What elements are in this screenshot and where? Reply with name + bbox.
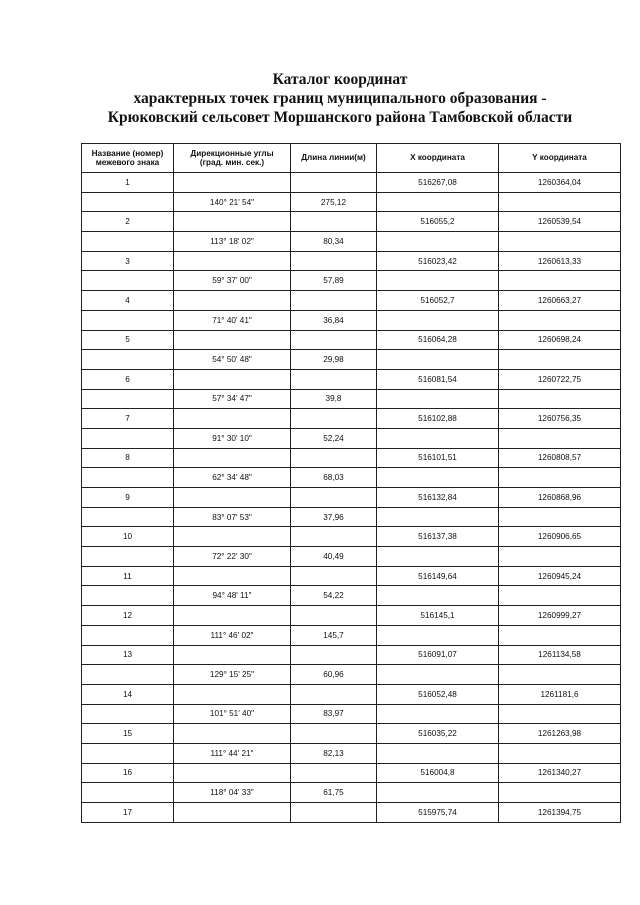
direction-angle-cell: 94° 48' 11" — [174, 586, 291, 606]
empty-cell — [291, 566, 377, 586]
empty-cell — [174, 803, 291, 823]
title-line-1: Каталог координат — [272, 71, 408, 88]
header-y: Y координата — [499, 144, 621, 173]
line-length-cell: 57,89 — [291, 271, 377, 291]
empty-cell — [499, 665, 621, 685]
empty-cell — [291, 763, 377, 783]
empty-cell — [499, 468, 621, 488]
empty-cell — [377, 625, 499, 645]
y-coordinate-cell: 1261134,58 — [499, 645, 621, 665]
y-coordinate-cell: 1260808,57 — [499, 448, 621, 468]
empty-cell — [174, 527, 291, 547]
direction-angle-cell: 129° 15' 25" — [174, 665, 291, 685]
y-coordinate-cell: 1260999,27 — [499, 606, 621, 626]
table-row-point — [82, 173, 621, 193]
empty-cell — [291, 330, 377, 350]
y-coordinate-cell: 1260364,04 — [499, 173, 621, 193]
empty-cell — [174, 645, 291, 665]
table-row-segment — [82, 271, 621, 291]
empty-cell — [499, 704, 621, 724]
direction-angle-cell: 59° 37' 00" — [174, 271, 291, 291]
empty-cell — [377, 271, 499, 291]
empty-cell — [499, 271, 621, 291]
x-coordinate-cell: 516091,07 — [377, 645, 499, 665]
empty-cell — [291, 724, 377, 744]
header-name-line-2: межевого знака — [95, 158, 160, 167]
empty-cell — [499, 310, 621, 330]
table-row-segment — [82, 192, 621, 212]
empty-cell — [174, 448, 291, 468]
table-row-segment — [82, 586, 621, 606]
table-row-point — [82, 803, 621, 823]
empty-cell — [377, 783, 499, 803]
empty-cell — [174, 291, 291, 311]
direction-angle-cell: 111° 44' 21" — [174, 743, 291, 763]
empty-cell — [499, 783, 621, 803]
header-name — [82, 144, 174, 173]
line-length-cell: 82,13 — [291, 743, 377, 763]
point-name-cell: 11 — [82, 566, 174, 586]
header-x: X координата — [377, 144, 499, 173]
empty-cell — [82, 783, 174, 803]
empty-cell — [174, 251, 291, 271]
empty-cell — [291, 448, 377, 468]
y-coordinate-cell: 1260756,35 — [499, 409, 621, 429]
table-row-point — [82, 369, 621, 389]
y-coordinate-cell: 1261263,98 — [499, 724, 621, 744]
empty-cell — [82, 665, 174, 685]
x-coordinate-cell: 516149,64 — [377, 566, 499, 586]
empty-cell — [291, 645, 377, 665]
table-row-segment — [82, 468, 621, 488]
direction-angle-cell: 57° 34' 47" — [174, 389, 291, 409]
table-row-segment — [82, 743, 621, 763]
empty-cell — [174, 369, 291, 389]
line-length-cell: 68,03 — [291, 468, 377, 488]
table-row-point — [82, 606, 621, 626]
direction-angle-cell: 113° 18' 02" — [174, 232, 291, 252]
line-length-cell: 37,96 — [291, 507, 377, 527]
line-length-cell: 61,75 — [291, 783, 377, 803]
point-name-cell: 12 — [82, 606, 174, 626]
empty-cell — [499, 428, 621, 448]
table-row-point — [82, 448, 621, 468]
empty-cell — [377, 232, 499, 252]
empty-cell — [82, 310, 174, 330]
table-row-segment — [82, 783, 621, 803]
empty-cell — [291, 291, 377, 311]
x-coordinate-cell: 516055,2 — [377, 212, 499, 232]
line-length-cell: 40,49 — [291, 547, 377, 567]
x-coordinate-cell: 516035,22 — [377, 724, 499, 744]
empty-cell — [291, 173, 377, 193]
empty-cell — [291, 684, 377, 704]
y-coordinate-cell: 1260539,54 — [499, 212, 621, 232]
table-row-point — [82, 291, 621, 311]
line-length-cell: 54,22 — [291, 586, 377, 606]
empty-cell — [82, 232, 174, 252]
line-length-cell: 36,84 — [291, 310, 377, 330]
table-row-point — [82, 527, 621, 547]
table-row-point — [82, 251, 621, 271]
empty-cell — [82, 192, 174, 212]
y-coordinate-cell: 1261181,6 — [499, 684, 621, 704]
y-coordinate-cell: 1260868,96 — [499, 488, 621, 508]
empty-cell — [291, 488, 377, 508]
empty-cell — [291, 606, 377, 626]
empty-cell — [82, 428, 174, 448]
table-row-segment — [82, 428, 621, 448]
direction-angle-cell: 101° 51' 40" — [174, 704, 291, 724]
point-name-cell: 4 — [82, 291, 174, 311]
table-row-segment — [82, 310, 621, 330]
line-length-cell: 80,34 — [291, 232, 377, 252]
empty-cell — [499, 350, 621, 370]
table-row-segment — [82, 625, 621, 645]
empty-cell — [377, 310, 499, 330]
point-name-cell: 15 — [82, 724, 174, 744]
point-name-cell: 2 — [82, 212, 174, 232]
empty-cell — [174, 763, 291, 783]
empty-cell — [291, 409, 377, 429]
empty-cell — [82, 468, 174, 488]
direction-angle-cell: 62° 34' 48" — [174, 468, 291, 488]
empty-cell — [82, 704, 174, 724]
empty-cell — [499, 586, 621, 606]
empty-cell — [499, 507, 621, 527]
table-row-point — [82, 409, 621, 429]
point-name-cell: 7 — [82, 409, 174, 429]
empty-cell — [174, 212, 291, 232]
table-row-segment — [82, 665, 621, 685]
direction-angle-cell: 118° 04' 33" — [174, 783, 291, 803]
y-coordinate-cell: 1260663,27 — [499, 291, 621, 311]
table-row-segment — [82, 232, 621, 252]
title-line-3: Крюковский сельсовет Моршанского района Тамбовской области — [107, 109, 573, 126]
empty-cell — [174, 724, 291, 744]
empty-cell — [377, 586, 499, 606]
empty-cell — [82, 625, 174, 645]
table-row-point — [82, 684, 621, 704]
empty-cell — [82, 350, 174, 370]
line-length-cell: 39,8 — [291, 389, 377, 409]
empty-cell — [377, 743, 499, 763]
empty-cell — [499, 625, 621, 645]
header-angle — [174, 144, 291, 173]
empty-cell — [291, 527, 377, 547]
empty-cell — [377, 468, 499, 488]
empty-cell — [377, 665, 499, 685]
point-name-cell: 17 — [82, 803, 174, 823]
empty-cell — [291, 369, 377, 389]
y-coordinate-cell: 1261394,75 — [499, 803, 621, 823]
direction-angle-cell: 54° 50' 48" — [174, 350, 291, 370]
line-length-cell: 275,12 — [291, 192, 377, 212]
empty-cell — [82, 586, 174, 606]
empty-cell — [174, 606, 291, 626]
empty-cell — [174, 409, 291, 429]
empty-cell — [499, 743, 621, 763]
empty-cell — [174, 488, 291, 508]
point-name-cell: 13 — [82, 645, 174, 665]
empty-cell — [377, 192, 499, 212]
empty-cell — [82, 547, 174, 567]
table-row-point — [82, 566, 621, 586]
document-title — [60, 70, 620, 127]
coordinates-table — [81, 143, 621, 823]
line-length-cell: 60,96 — [291, 665, 377, 685]
x-coordinate-cell: 516052,48 — [377, 684, 499, 704]
x-coordinate-cell: 516102,88 — [377, 409, 499, 429]
empty-cell — [82, 271, 174, 291]
y-coordinate-cell: 1260613,33 — [499, 251, 621, 271]
x-coordinate-cell: 516081,54 — [377, 369, 499, 389]
table-body — [82, 173, 621, 823]
direction-angle-cell: 71° 40' 41" — [174, 310, 291, 330]
line-length-cell: 145,7 — [291, 625, 377, 645]
point-name-cell: 14 — [82, 684, 174, 704]
empty-cell — [174, 173, 291, 193]
point-name-cell: 3 — [82, 251, 174, 271]
empty-cell — [499, 547, 621, 567]
direction-angle-cell: 140° 21' 54" — [174, 192, 291, 212]
x-coordinate-cell: 515975,74 — [377, 803, 499, 823]
y-coordinate-cell: 1260722,75 — [499, 369, 621, 389]
empty-cell — [499, 192, 621, 212]
empty-cell — [82, 743, 174, 763]
table-header-row — [82, 144, 621, 173]
direction-angle-cell: 83° 07' 53" — [174, 507, 291, 527]
table-row-point — [82, 763, 621, 783]
header-name-line-1: Название (номер) — [91, 148, 164, 158]
empty-cell — [377, 547, 499, 567]
point-name-cell: 6 — [82, 369, 174, 389]
empty-cell — [377, 350, 499, 370]
x-coordinate-cell: 516023,42 — [377, 251, 499, 271]
y-coordinate-cell: 1261340,27 — [499, 763, 621, 783]
empty-cell — [499, 232, 621, 252]
point-name-cell: 10 — [82, 527, 174, 547]
table-row-point — [82, 330, 621, 350]
header-angle-line-1: Дирекционные углы — [190, 148, 274, 158]
empty-cell — [174, 330, 291, 350]
y-coordinate-cell: 1260698,24 — [499, 330, 621, 350]
title-line-2: характерных точек границ муниципального образования - — [133, 90, 547, 107]
table-row-point — [82, 645, 621, 665]
point-name-cell: 9 — [82, 488, 174, 508]
empty-cell — [377, 389, 499, 409]
empty-cell — [377, 428, 499, 448]
x-coordinate-cell: 516052,7 — [377, 291, 499, 311]
line-length-cell: 83,97 — [291, 704, 377, 724]
empty-cell — [291, 803, 377, 823]
table-row-point — [82, 724, 621, 744]
y-coordinate-cell: 1260945,24 — [499, 566, 621, 586]
table-row-point — [82, 212, 621, 232]
line-length-cell: 29,98 — [291, 350, 377, 370]
point-name-cell: 16 — [82, 763, 174, 783]
point-name-cell: 5 — [82, 330, 174, 350]
empty-cell — [377, 704, 499, 724]
empty-cell — [291, 212, 377, 232]
empty-cell — [174, 684, 291, 704]
y-coordinate-cell: 1260906,65 — [499, 527, 621, 547]
x-coordinate-cell: 516267,08 — [377, 173, 499, 193]
x-coordinate-cell: 516064,28 — [377, 330, 499, 350]
direction-angle-cell: 72° 22' 30" — [174, 547, 291, 567]
table-row-segment — [82, 704, 621, 724]
point-name-cell: 1 — [82, 173, 174, 193]
empty-cell — [174, 566, 291, 586]
table-row-segment — [82, 389, 621, 409]
table-row-segment — [82, 350, 621, 370]
header-angle-line-2: (град. мин. сек.) — [199, 158, 265, 167]
empty-cell — [499, 389, 621, 409]
x-coordinate-cell: 516137,38 — [377, 527, 499, 547]
table-row-segment — [82, 507, 621, 527]
empty-cell — [377, 507, 499, 527]
direction-angle-cell: 111° 46' 02" — [174, 625, 291, 645]
empty-cell — [82, 507, 174, 527]
line-length-cell: 52,24 — [291, 428, 377, 448]
x-coordinate-cell: 516004,8 — [377, 763, 499, 783]
table-row-point — [82, 488, 621, 508]
x-coordinate-cell: 516101,51 — [377, 448, 499, 468]
x-coordinate-cell: 516145,1 — [377, 606, 499, 626]
empty-cell — [82, 389, 174, 409]
table-row-segment — [82, 547, 621, 567]
header-length: Длина линии(м) — [291, 144, 377, 173]
x-coordinate-cell: 516132,84 — [377, 488, 499, 508]
empty-cell — [291, 251, 377, 271]
direction-angle-cell: 91° 30' 10" — [174, 428, 291, 448]
point-name-cell: 8 — [82, 448, 174, 468]
